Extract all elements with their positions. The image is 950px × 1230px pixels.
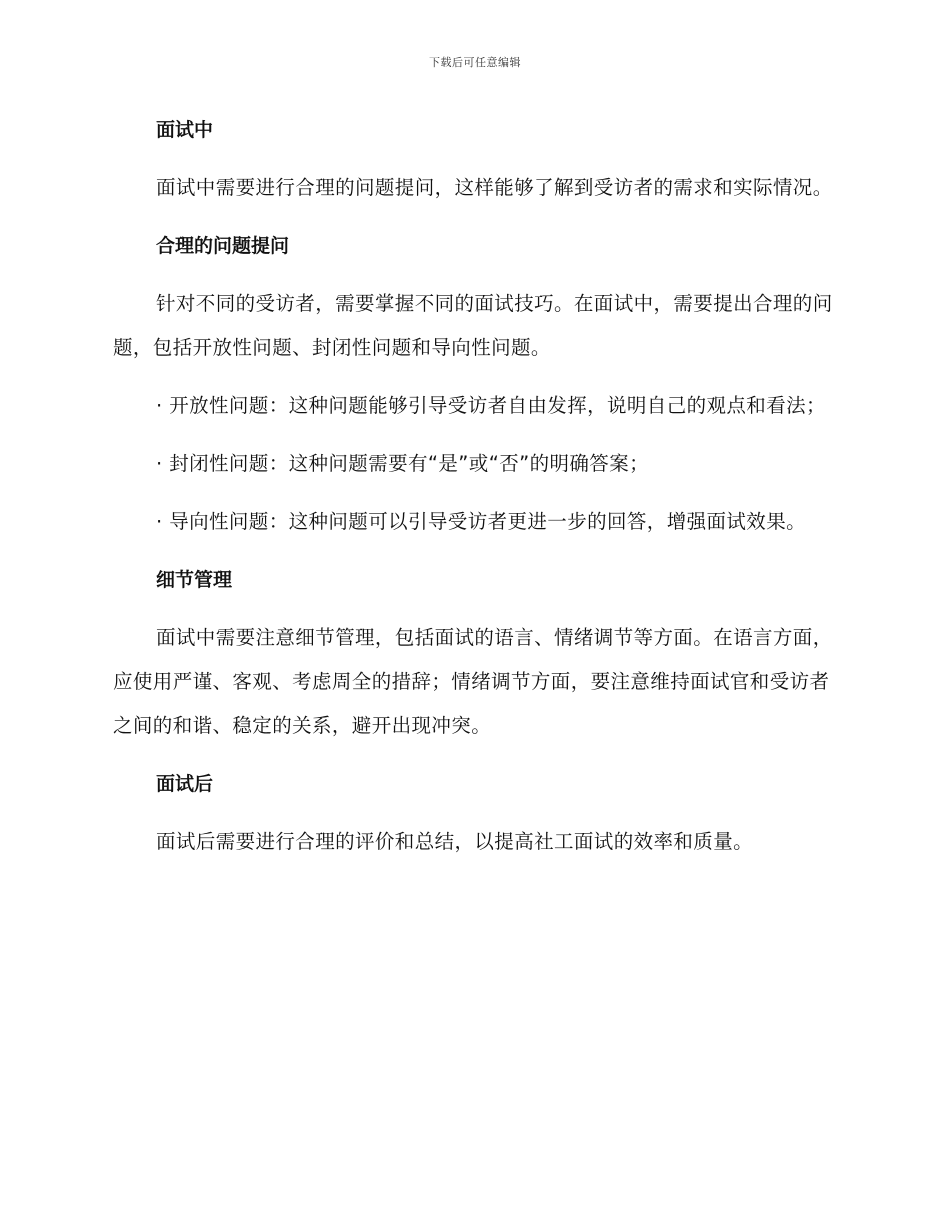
document-body — [113, 108, 833, 864]
list-item: · 封闭性问题：这种问题需要有“是”或“否”的明确答案； — [156, 452, 650, 475]
list-item: · 导向性问题：这种问题可以引导受访者更进一步的回答，增强面试效果。 — [156, 510, 806, 533]
section-heading: 面试中 — [156, 119, 214, 141]
paragraph: 面试后需要进行合理的评价和总结，以提高社工面试的效率和质量。 — [156, 830, 754, 853]
section-heading: 细节管理 — [156, 569, 233, 591]
paragraph: 面试中需要注意细节管理，包括面试的语言、情绪调节等方面。在语言方面，应使用严谨、客观、考虑周全的措辞；情绪调节方面，要注意维持面试官和受访者之间的和谐、稳定的关系，避开出现冲突。 — [113, 626, 833, 737]
section-heading: 面试后 — [156, 773, 214, 795]
paragraph: 面试中需要进行合理的问题提问，这样能够了解到受访者的需求和实际情况。 — [156, 176, 833, 199]
paragraph: 针对不同的受访者，需要掌握不同的面试技巧。在面试中，需要提出合理的问题，包括开放性问题、封闭性问题和导向性问题。 — [113, 292, 833, 359]
page-header: 下载后可任意编辑 — [429, 56, 521, 69]
list-item: · 开放性问题：这种问题能够引导受访者自由发挥，说明自己的观点和看法； — [156, 394, 826, 417]
section-heading: 合理的问题提问 — [156, 235, 290, 257]
